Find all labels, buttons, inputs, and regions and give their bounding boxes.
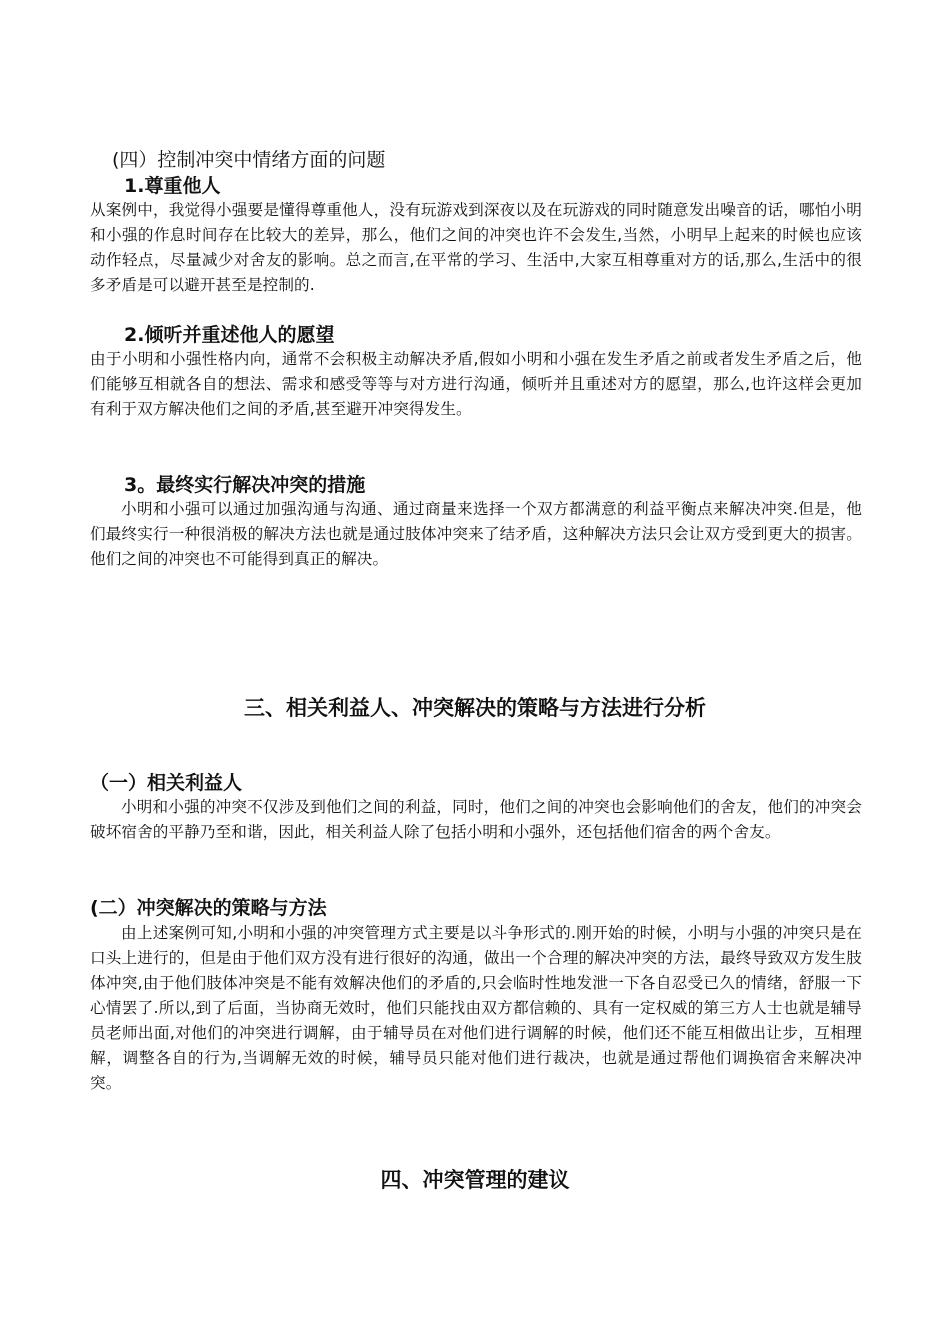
part-heading-management-advice: 四、冲突管理的建议 [380,1168,570,1192]
section-heading-emotion-control: (四）控制冲突中情绪方面的问题 [112,149,386,171]
paragraph-respect-others: 从案例中，我觉得小强要是懂得尊重他人，没有玩游戏到深夜以及在玩游戏的同时随意发出噪音的话，哪怕小明和小强的作息时间存在比较大的差异，那么，他们之间的冲突也许不会发生,当然，小明早上起来的时候也应该动作轻点，尽量减少对舍友的影响。总之而言,在平常的学习、生活中,大家互相尊重对方的话,那么,生活中的很多矛盾是可以避开甚至是控制的. [90,201,862,294]
paragraph-final-measures: 小明和小强可以通过加强沟通与沟通、通过商量来选择一个双方都满意的利益平衡点来解决冲突.但是，他们最终实行一种很消极的解决方法也就是通过肢体冲突来了结矛盾，这种解决方法只会让双方受到更大的损害。他们之间的冲突也不可能得到真正的解决。 [90,500,862,568]
sub-heading-stakeholders: （一）相关利益人 [90,772,243,794]
paragraph-stakeholders: 小明和小强的冲突不仅涉及到他们之间的利益，同时，他们之间的冲突也会影响他们的舍友，他们的冲突会破坏宿舍的平静乃至和谐，因此，相关利益人除了包括小明和小强外，还包括他们宿舍的两个舍友。 [90,798,862,841]
part-heading-stakeholders-strategies: 三、相关利益人、冲突解决的策略与方法进行分析 [244,696,706,720]
paragraph-strategies-methods: 由上述案例可知,小明和小强的冲突管理方式主要是以斗争形式的.刚开始的时候，小明与小强的冲突只是在口头上进行的，但是由于他们双方没有进行很好的沟通，做出一个合理的解决冲突的方法，最终导致双方发生肢体冲突,由于他们肢体冲突是不能有效解决他们的矛盾的,只会临时性地发泄一下各自忍受已久的情绪，舒服一下心情罢了.所以,到了后面，当协商无效时，他们只能找由双方都信赖的、具有一定权威的第三方人士也就是辅导员老师出面,对他们的冲突进行调解，由于辅导员在对他们进行调解的时候，他们还不能互相做出让步，互相理解，调整各自的行为,当调解无效的时候，辅导员只能对他们进行裁决，也就是通过帮他们调换宿舍来解决冲突。 [90,924,862,1092]
paragraph-listen-restate: 由于小明和小强性格内向，通常不会积极主动解决矛盾,假如小明和小强在发生矛盾之前或者发生矛盾之后，他们能够互相就各自的想法、需求和感受等等与对方进行沟通，倾听并且重述对方的愿望，那么,也许这样会更加有利于双方解决他们之间的矛盾,甚至避开冲突得发生。 [90,350,862,418]
item-title-final-measures: 3。最终实行解决冲突的措施 [124,474,366,496]
item-title-respect-others: 1.尊重他人 [124,175,221,197]
sub-heading-strategies-methods: (二）冲突解决的策略与方法 [90,897,327,919]
item-title-listen-restate: 2.倾听并重述他人的愿望 [124,324,335,346]
